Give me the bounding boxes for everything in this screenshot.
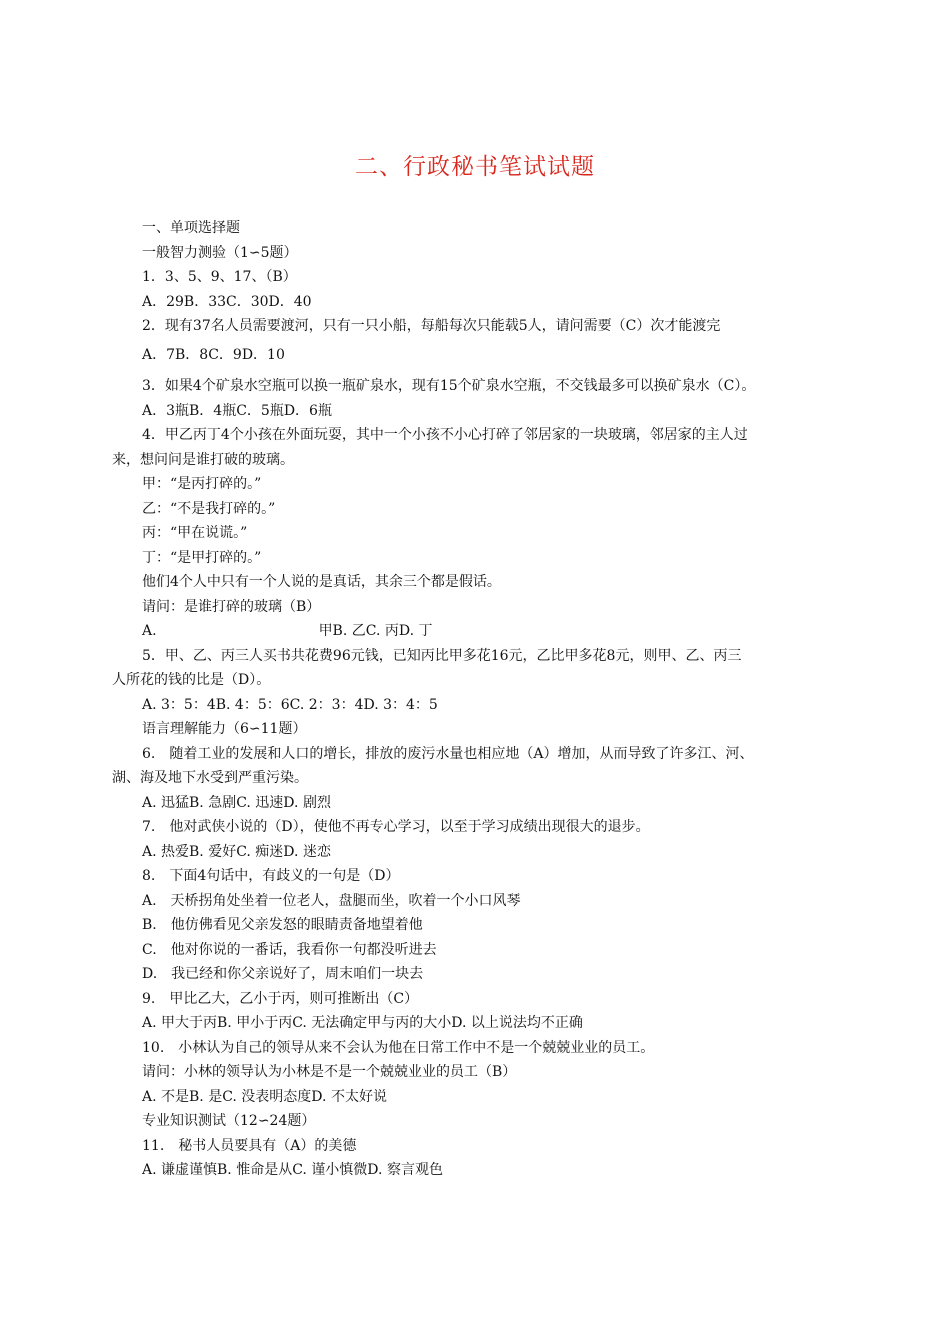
question-10: 10. 小林认为自己的领导从来不会认为他在日常工作中不是一个兢兢业业的员工。 xyxy=(142,1039,655,1056)
question-10-options: A. 不是B. 是C. 没表明态度D. 不太好说 xyxy=(142,1088,387,1105)
document-body xyxy=(112,216,838,1183)
question-2: 2．现有37名人员需要渡河，只有一只小船，每船每次只能载5人，请问需要（C）次才能渡完 xyxy=(142,318,721,334)
question-4-statement-d: 丁：“是甲打碎的。” xyxy=(142,549,262,566)
question-5-line-1: 5．甲、乙、丙三人买书共花费96元钱，已知丙比甲多花16元，乙比甲多花8元，则甲、乙、丙三 xyxy=(142,647,742,664)
question-3: 3．如果4个矿泉水空瓶可以换一瓶矿泉水，现有15个矿泉水空瓶，不交钱最多可以换矿泉水（C）。 xyxy=(142,378,756,394)
question-1-options: A．29B．33C．30D．40 xyxy=(142,293,312,310)
section-subheading-2: 语言理解能力（6∽11题） xyxy=(142,721,307,737)
question-6-options: A. 迅猛B. 急剧C. 迅速D. 剧烈 xyxy=(142,794,331,811)
section-heading: 一、单项选择题 xyxy=(142,220,240,236)
question-4-line-2: 来，想问问是谁打破的玻璃。 xyxy=(112,451,294,468)
question-6-line-1: 6. 随着工业的发展和人口的增长，排放的废污水量也相应地（A）增加，从而导致了许多江、河、 xyxy=(142,745,754,762)
question-7: 7. 他对武侠小说的（D），使他不再专心学习，以至于学习成绩出现很大的退步。 xyxy=(142,819,650,835)
option-text: 甲B. 乙C. 丙D. 丁 xyxy=(318,623,433,639)
question-1: 1．3、5、9、17、（B） xyxy=(142,269,297,285)
question-6-line-2: 湖、海及地下水受到严重污染。 xyxy=(112,770,308,786)
document-title: 二、行政秘书笔试试题 xyxy=(355,154,595,180)
question-4-statement-a: 甲：“是丙打碎的。” xyxy=(142,476,262,492)
question-5-options: A. 3：5：4B. 4：5：6C. 2：3：4D. 3：4：5 xyxy=(142,696,438,713)
question-2-options: A．7B．8C．9D．10 xyxy=(142,346,285,363)
question-4-line-1: 4．甲乙丙丁4个小孩在外面玩耍，其中一个小孩不小心打碎了邻居家的一块玻璃，邻居家的主人过 xyxy=(142,427,748,443)
question-8: 8. 下面4句话中，有歧义的一句是（D） xyxy=(142,868,400,884)
question-4-condition: 他们4个人中只有一个人说的是真话，其余三个都是假话。 xyxy=(142,574,501,590)
question-4-ask: 请问：是谁打碎的玻璃（B） xyxy=(142,598,321,615)
question-4-statement-c: 丙：“甲在说谎。” xyxy=(142,525,248,541)
question-11: 11. 秘书人员要具有（A）的美德 xyxy=(142,1137,357,1154)
question-10-ask: 请问：小林的领导认为小林是不是一个兢兢业业的员工（B） xyxy=(142,1064,517,1080)
question-9: 9. 甲比乙大，乙小于丙，则可推断出（C） xyxy=(142,990,419,1007)
section-subheading-3: 专业知识测试（12∽24题） xyxy=(142,1113,316,1129)
section-subheading: 一般智力测验（1∽5题） xyxy=(142,244,298,261)
question-4-statement-b: 乙：“不是我打碎的。” xyxy=(142,500,276,517)
question-3-options: A．3瓶B．4瓶C．5瓶D．6瓶 xyxy=(142,402,332,419)
question-11-options: A. 谦虚谨慎B. 惟命是从C. 谨小慎微D. 察言观色 xyxy=(142,1162,443,1178)
question-4-options xyxy=(112,619,838,644)
question-8-option-c: C. 他对你说的一番话，我看你一句都没听进去 xyxy=(142,941,437,958)
question-8-option-a: A. 天桥拐角处坐着一位老人，盘腿而坐，吹着一个小口风琴 xyxy=(142,892,521,909)
option-label: A. xyxy=(142,623,157,639)
question-9-options: A. 甲大于丙B. 甲小于丙C. 无法确定甲与丙的大小D. 以上说法均不正确 xyxy=(142,1015,583,1031)
question-5-line-2: 人所花的钱的比是（D）。 xyxy=(112,672,271,688)
question-7-options: A. 热爱B. 爱好C. 痴迷D. 迷恋 xyxy=(142,843,331,860)
question-8-option-b: B. 他仿佛看见父亲发怒的眼睛责备地望着他 xyxy=(142,917,423,933)
question-8-option-d: D. 我已经和你父亲说好了，周末咱们一块去 xyxy=(142,966,424,982)
